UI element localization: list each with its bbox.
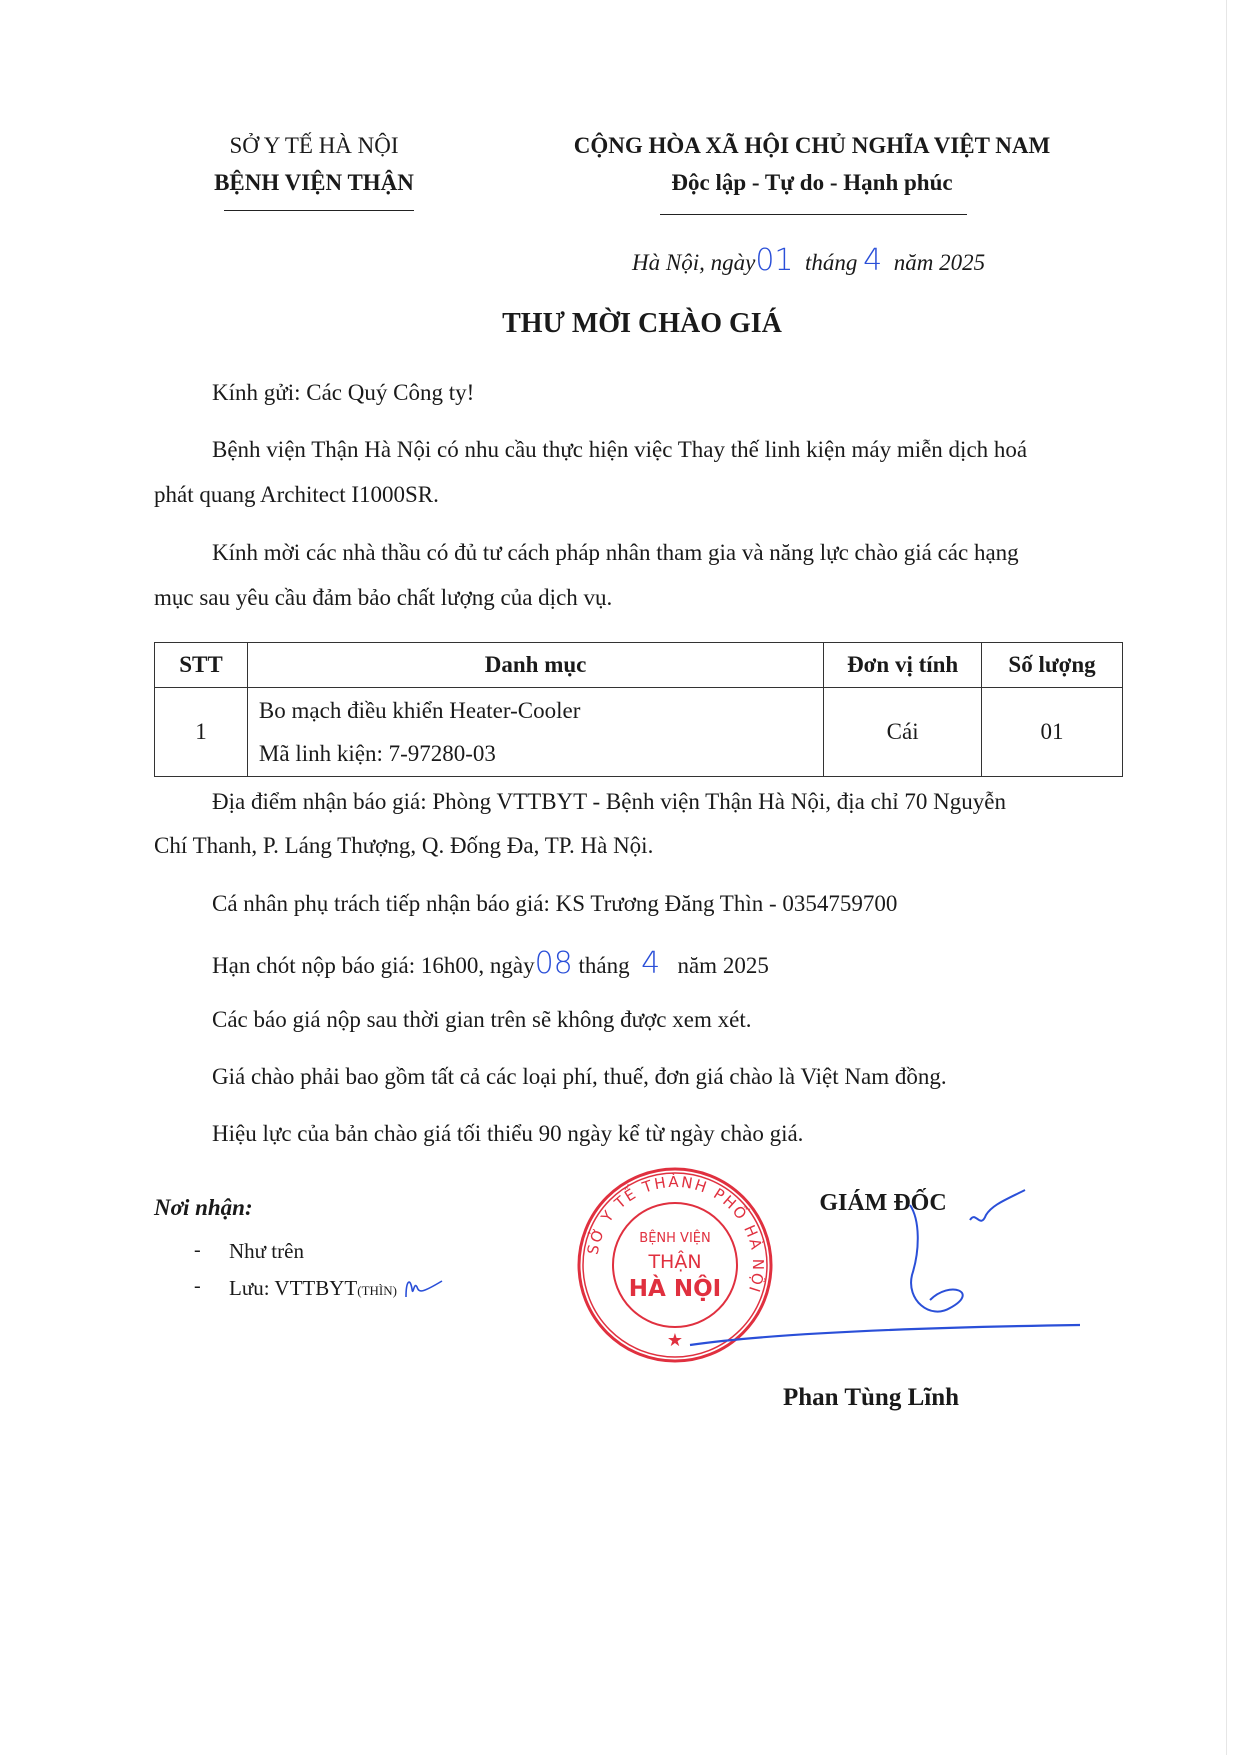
date-prefix: Hà Nội, ngày [632, 250, 756, 275]
para2-line1: Kính mời các nhà thầu có đủ tư cách pháp nhân tham gia và năng lực chào giá các hạng [212, 540, 1019, 565]
stamp-center-line3: HÀ NỘI [628, 1276, 722, 1302]
cell-stt: 1 [155, 688, 248, 777]
scan-edge [1226, 0, 1227, 1755]
item-code: Mã linh kiện: 7-97280-03 [258, 741, 496, 766]
deadline-month-handwritten: 4 [641, 946, 661, 981]
date-year: năm 2025 [893, 250, 986, 275]
nation-title: CỘNG HÒA XÃ HỘI CHỦ NGHĨA VIỆT NAM [573, 133, 1051, 158]
stamp-star-icon: ★ [666, 1330, 684, 1350]
table-row [155, 688, 1123, 777]
signer-role: GIÁM ĐỐC [819, 1190, 947, 1216]
issue-date [632, 243, 985, 278]
address-line2: Chí Thanh, P. Láng Thượng, Q. Đống Đa, TP. Hà Nội. [154, 833, 654, 858]
item-name: Bo mạch điều khiển Heater-Cooler [258, 698, 581, 723]
table-header-row [155, 643, 1123, 688]
motto: Độc lập - Tự do - Hạnh phúc [671, 170, 953, 195]
date-day-handwritten: 01 [755, 243, 794, 278]
note-3: Hiệu lực của bản chào giá tối thiểu 90 ngày kể từ ngày chào giá. [212, 1121, 804, 1146]
cell-unit: Cái [824, 688, 982, 777]
header-left-underline [224, 210, 414, 211]
deadline-day-handwritten: 08 [534, 946, 573, 981]
stamp-center-line2: THẬN [648, 1251, 702, 1273]
recipient-2 [229, 1275, 446, 1301]
deadline-month-label: tháng [578, 953, 630, 978]
recipient-1: Như trên [229, 1239, 304, 1263]
para1-line1: Bệnh viện Thận Hà Nội có nhu cầu thực hiện việc Thay thế linh kiện máy miễn dịch hoá [212, 437, 1028, 462]
greeting: Kính gửi: Các Quý Công ty! [212, 380, 475, 405]
para2-line2: mục sau yêu cầu đảm bảo chất lượng của dịch vụ. [154, 585, 613, 610]
recipient-dash-1: - [194, 1239, 201, 1261]
director-signature-icon [680, 1160, 1080, 1360]
archive-label: Lưu: VTTBYT [229, 1276, 358, 1300]
col-unit: Đơn vị tính [824, 643, 982, 688]
col-stt: STT [155, 643, 248, 688]
deadline-year: năm 2025 [677, 953, 769, 978]
items-table [154, 642, 1123, 777]
deadline [212, 946, 769, 981]
cell-name [247, 688, 823, 777]
cell-qty: 01 [982, 688, 1123, 777]
agency-name: SỞ Y TẾ HÀ NỘI [229, 133, 399, 158]
archive-suffix: (THÌN) [357, 1283, 397, 1298]
document-title: THƯ MỜI CHÀO GIÁ [502, 308, 782, 339]
deadline-prefix: Hạn chót nộp báo giá: 16h00, ngày [212, 953, 535, 978]
para1-line2: phát quang Architect I1000SR. [154, 482, 439, 507]
col-name: Danh mục [247, 643, 823, 688]
contact-person: Cá nhân phụ trách tiếp nhận báo giá: KS Trương Đăng Thìn - 0354759700 [212, 891, 898, 916]
col-qty: Số lượng [982, 643, 1123, 688]
initials-signature-icon [402, 1275, 446, 1301]
note-1: Các báo giá nộp sau thời gian trên sẽ không được xem xét. [212, 1007, 752, 1032]
date-month-handwritten: 4 [863, 243, 883, 278]
address-line1: Địa điểm nhận báo giá: Phòng VTTBYT - Bệnh viện Thận Hà Nội, địa chỉ 70 Nguyễn [212, 789, 1007, 814]
note-2: Giá chào phải bao gồm tất cả các loại phí, thuế, đơn giá chào là Việt Nam đồng. [212, 1064, 947, 1089]
signer-name: Phan Tùng Lĩnh [782, 1384, 960, 1411]
stamp-center-line1: BỆNH VIỆN [639, 1231, 711, 1246]
date-month-label: tháng [805, 250, 858, 275]
recipients-label: Nơi nhận: [154, 1195, 253, 1220]
header-right-underline [660, 214, 967, 215]
recipient-dash-2: - [194, 1275, 201, 1297]
organization-name: BỆNH VIỆN THẬN [214, 170, 414, 195]
stamp-ring-text: SỞ Y TẾ THÀNH PHỐ HÀ NỘI [583, 1172, 768, 1296]
